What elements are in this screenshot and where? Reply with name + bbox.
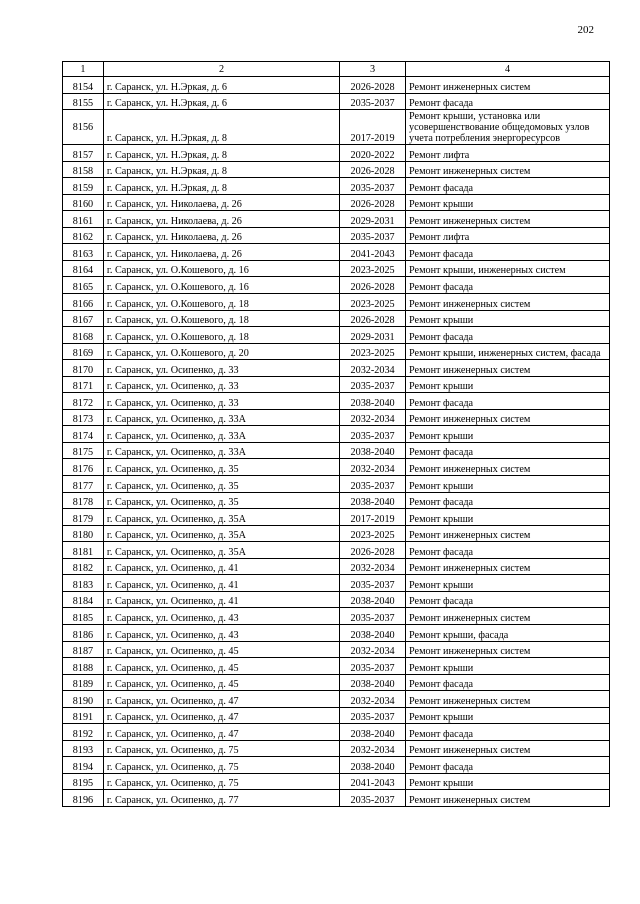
cell-period: 2023-2025 <box>340 343 406 360</box>
table-row <box>63 426 610 443</box>
cell-work: Ремонт крыши <box>406 575 610 592</box>
cell-period: 2032-2034 <box>340 740 406 757</box>
cell-number: 8178 <box>63 492 104 509</box>
table-row <box>63 277 610 294</box>
cell-period: 2035-2037 <box>340 476 406 493</box>
cell-work: Ремонт инженерных систем <box>406 409 610 426</box>
header-cell-4: 4 <box>406 62 610 77</box>
cell-work: Ремонт крыши, инженерных систем, фасада <box>406 343 610 360</box>
cell-period: 2017-2019 <box>340 110 406 145</box>
cell-work: Ремонт крыши <box>406 658 610 675</box>
table-row <box>63 110 610 145</box>
cell-address: г. Саранск, ул. Осипенко, д. 33 <box>103 360 339 377</box>
cell-number: 8171 <box>63 376 104 393</box>
cell-period: 2026-2028 <box>340 77 406 94</box>
cell-work: Ремонт лифта <box>406 145 610 162</box>
cell-number: 8192 <box>63 724 104 741</box>
cell-work: Ремонт крыши <box>406 426 610 443</box>
cell-number: 8193 <box>63 740 104 757</box>
cell-number: 8166 <box>63 294 104 311</box>
cell-work: Ремонт фасада <box>406 542 610 559</box>
cell-period: 2032-2034 <box>340 459 406 476</box>
cell-address: г. Саранск, ул. Осипенко, д. 35А <box>103 525 339 542</box>
table-row <box>63 724 610 741</box>
cell-number: 8168 <box>63 327 104 344</box>
cell-address: г. Саранск, ул. Осипенко, д. 35А <box>103 509 339 526</box>
cell-address: г. Саранск, ул. Н.Эркая, д. 8 <box>103 161 339 178</box>
cell-address: г. Саранск, ул. Н.Эркая, д. 6 <box>103 93 339 110</box>
cell-address: г. Саранск, ул. Осипенко, д. 77 <box>103 790 339 807</box>
cell-period: 2038-2040 <box>340 591 406 608</box>
cell-address: г. Саранск, ул. Осипенко, д. 33 <box>103 376 339 393</box>
cell-work: Ремонт фасада <box>406 724 610 741</box>
cell-work: Ремонт крыши <box>406 707 610 724</box>
table-row <box>63 260 610 277</box>
cell-address: г. Саранск, ул. О.Кошевого, д. 20 <box>103 343 339 360</box>
cell-number: 8160 <box>63 194 104 211</box>
cell-address: г. Саранск, ул. Осипенко, д. 33А <box>103 426 339 443</box>
table-row <box>63 658 610 675</box>
cell-number: 8186 <box>63 624 104 641</box>
cell-address: г. Саранск, ул. Осипенко, д. 35 <box>103 476 339 493</box>
table-row <box>63 145 610 162</box>
table-row <box>63 542 610 559</box>
cell-number: 8158 <box>63 161 104 178</box>
header-cell-3: 3 <box>340 62 406 77</box>
cell-number: 8188 <box>63 658 104 675</box>
cell-period: 2035-2037 <box>340 178 406 195</box>
cell-period: 2035-2037 <box>340 790 406 807</box>
cell-address: г. Саранск, ул. Осипенко, д. 41 <box>103 558 339 575</box>
cell-work: Ремонт фасада <box>406 244 610 261</box>
cell-number: 8181 <box>63 542 104 559</box>
cell-work: Ремонт фасада <box>406 492 610 509</box>
table-row <box>63 161 610 178</box>
cell-number: 8191 <box>63 707 104 724</box>
cell-period: 2038-2040 <box>340 393 406 410</box>
cell-period: 2038-2040 <box>340 757 406 774</box>
cell-number: 8180 <box>63 525 104 542</box>
table-row <box>63 558 610 575</box>
cell-period: 2023-2025 <box>340 294 406 311</box>
cell-address: г. Саранск, ул. Осипенко, д. 45 <box>103 658 339 675</box>
cell-work: Ремонт инженерных систем <box>406 294 610 311</box>
table-row <box>63 509 610 526</box>
table-row <box>63 194 610 211</box>
cell-address: г. Саранск, ул. Осипенко, д. 75 <box>103 740 339 757</box>
cell-period: 2026-2028 <box>340 161 406 178</box>
cell-number: 8155 <box>63 93 104 110</box>
cell-work: Ремонт инженерных систем <box>406 641 610 658</box>
cell-address: г. Саранск, ул. Николаева, д. 26 <box>103 211 339 228</box>
cell-address: г. Саранск, ул. Осипенко, д. 43 <box>103 608 339 625</box>
cell-number: 8176 <box>63 459 104 476</box>
cell-period: 2032-2034 <box>340 558 406 575</box>
cell-work: Ремонт лифта <box>406 227 610 244</box>
cell-number: 8163 <box>63 244 104 261</box>
cell-address: г. Саранск, ул. О.Кошевого, д. 18 <box>103 327 339 344</box>
cell-work: Ремонт фасада <box>406 757 610 774</box>
table-row <box>63 211 610 228</box>
cell-address: г. Саранск, ул. Н.Эркая, д. 6 <box>103 77 339 94</box>
cell-number: 8172 <box>63 393 104 410</box>
cell-work: Ремонт инженерных систем <box>406 161 610 178</box>
cell-work: Ремонт крыши, фасада <box>406 624 610 641</box>
cell-address: г. Саранск, ул. Осипенко, д. 47 <box>103 691 339 708</box>
cell-work: Ремонт инженерных систем <box>406 77 610 94</box>
cell-address: г. Саранск, ул. О.Кошевого, д. 16 <box>103 277 339 294</box>
table-row <box>63 691 610 708</box>
table-row <box>63 674 610 691</box>
cell-number: 8195 <box>63 773 104 790</box>
cell-address: г. Саранск, ул. Николаева, д. 26 <box>103 194 339 211</box>
cell-work: Ремонт крыши <box>406 773 610 790</box>
table-row <box>63 707 610 724</box>
cell-period: 2032-2034 <box>340 641 406 658</box>
cell-number: 8161 <box>63 211 104 228</box>
cell-period: 2032-2034 <box>340 691 406 708</box>
table-row <box>63 575 610 592</box>
cell-period: 2035-2037 <box>340 227 406 244</box>
table-row <box>63 327 610 344</box>
cell-period: 2041-2043 <box>340 773 406 790</box>
cell-period: 2023-2025 <box>340 260 406 277</box>
cell-work: Ремонт инженерных систем <box>406 691 610 708</box>
table-row <box>63 310 610 327</box>
cell-address: г. Саранск, ул. Осипенко, д. 45 <box>103 674 339 691</box>
cell-period: 2032-2034 <box>340 360 406 377</box>
cell-work: Ремонт крыши <box>406 476 610 493</box>
cell-period: 2035-2037 <box>340 426 406 443</box>
cell-work: Ремонт инженерных систем <box>406 211 610 228</box>
cell-address: г. Саранск, ул. Николаева, д. 26 <box>103 227 339 244</box>
cell-period: 2026-2028 <box>340 542 406 559</box>
cell-work: Ремонт фасада <box>406 327 610 344</box>
table-row <box>63 227 610 244</box>
repair-schedule-table <box>62 61 610 807</box>
cell-address: г. Саранск, ул. О.Кошевого, д. 18 <box>103 294 339 311</box>
cell-number: 8179 <box>63 509 104 526</box>
cell-address: г. Саранск, ул. Осипенко, д. 75 <box>103 773 339 790</box>
cell-period: 2029-2031 <box>340 211 406 228</box>
cell-number: 8194 <box>63 757 104 774</box>
cell-period: 2020-2022 <box>340 145 406 162</box>
cell-number: 8162 <box>63 227 104 244</box>
cell-address: г. Саранск, ул. Осипенко, д. 47 <box>103 724 339 741</box>
cell-period: 2026-2028 <box>340 310 406 327</box>
page-number: 202 <box>577 24 594 36</box>
cell-work: Ремонт инженерных систем <box>406 790 610 807</box>
cell-work: Ремонт инженерных систем <box>406 558 610 575</box>
table-row <box>63 343 610 360</box>
table-row <box>63 376 610 393</box>
cell-work: Ремонт инженерных систем <box>406 740 610 757</box>
cell-work: Ремонт крыши <box>406 509 610 526</box>
cell-period: 2032-2034 <box>340 409 406 426</box>
cell-number: 8175 <box>63 442 104 459</box>
table-row <box>63 790 610 807</box>
table-row <box>63 591 610 608</box>
cell-period: 2026-2028 <box>340 277 406 294</box>
cell-number: 8169 <box>63 343 104 360</box>
cell-number: 8177 <box>63 476 104 493</box>
cell-number: 8159 <box>63 178 104 195</box>
table-row <box>63 773 610 790</box>
cell-period: 2038-2040 <box>340 724 406 741</box>
table-row <box>63 442 610 459</box>
cell-period: 2035-2037 <box>340 575 406 592</box>
cell-work: Ремонт фасада <box>406 93 610 110</box>
table-row <box>63 77 610 94</box>
cell-address: г. Саранск, ул. Н.Эркая, д. 8 <box>103 145 339 162</box>
cell-period: 2035-2037 <box>340 658 406 675</box>
table-row <box>63 459 610 476</box>
cell-period: 2038-2040 <box>340 624 406 641</box>
cell-address: г. Саранск, ул. Осипенко, д. 41 <box>103 591 339 608</box>
cell-number: 8183 <box>63 575 104 592</box>
cell-period: 2038-2040 <box>340 442 406 459</box>
cell-address: г. Саранск, ул. Осипенко, д. 75 <box>103 757 339 774</box>
cell-period: 2026-2028 <box>340 194 406 211</box>
table-row <box>63 525 610 542</box>
cell-number: 8190 <box>63 691 104 708</box>
cell-number: 8170 <box>63 360 104 377</box>
cell-work: Ремонт инженерных систем <box>406 525 610 542</box>
header-row <box>63 62 610 77</box>
table-row <box>63 409 610 426</box>
cell-work: Ремонт фасада <box>406 442 610 459</box>
cell-period: 2035-2037 <box>340 707 406 724</box>
table-row <box>63 360 610 377</box>
cell-number: 8156 <box>63 110 104 145</box>
cell-work: Ремонт крыши, установка или усовершенствование общедомовых узлов учета потребления энергоресурсов <box>406 110 610 145</box>
cell-work: Ремонт крыши <box>406 376 610 393</box>
table-row <box>63 294 610 311</box>
table-row <box>63 740 610 757</box>
table-row <box>63 624 610 641</box>
cell-address: г. Саранск, ул. Осипенко, д. 33 <box>103 393 339 410</box>
cell-period: 2029-2031 <box>340 327 406 344</box>
cell-number: 8164 <box>63 260 104 277</box>
cell-address: г. Саранск, ул. Николаева, д. 26 <box>103 244 339 261</box>
cell-address: г. Саранск, ул. Осипенко, д. 35 <box>103 492 339 509</box>
cell-work: Ремонт фасада <box>406 277 610 294</box>
cell-work: Ремонт фасада <box>406 591 610 608</box>
cell-number: 8167 <box>63 310 104 327</box>
cell-work: Ремонт фасада <box>406 674 610 691</box>
cell-work: Ремонт крыши, инженерных систем <box>406 260 610 277</box>
cell-number: 8154 <box>63 77 104 94</box>
table-row <box>63 608 610 625</box>
cell-period: 2035-2037 <box>340 608 406 625</box>
cell-number: 8173 <box>63 409 104 426</box>
cell-work: Ремонт фасада <box>406 178 610 195</box>
table-row <box>63 244 610 261</box>
cell-number: 8174 <box>63 426 104 443</box>
table-row <box>63 757 610 774</box>
cell-period: 2035-2037 <box>340 376 406 393</box>
cell-address: г. Саранск, ул. Осипенко, д. 41 <box>103 575 339 592</box>
cell-address: г. Саранск, ул. О.Кошевого, д. 16 <box>103 260 339 277</box>
cell-work: Ремонт крыши <box>406 310 610 327</box>
cell-period: 2041-2043 <box>340 244 406 261</box>
cell-number: 8187 <box>63 641 104 658</box>
cell-address: г. Саранск, ул. О.Кошевого, д. 18 <box>103 310 339 327</box>
cell-address: г. Саранск, ул. Осипенко, д. 47 <box>103 707 339 724</box>
cell-number: 8165 <box>63 277 104 294</box>
cell-period: 2038-2040 <box>340 674 406 691</box>
cell-address: г. Саранск, ул. Осипенко, д. 35А <box>103 542 339 559</box>
cell-period: 2023-2025 <box>340 525 406 542</box>
cell-number: 8182 <box>63 558 104 575</box>
cell-address: г. Саранск, ул. Осипенко, д. 33А <box>103 442 339 459</box>
cell-period: 2017-2019 <box>340 509 406 526</box>
table-row <box>63 476 610 493</box>
table-row <box>63 492 610 509</box>
cell-address: г. Саранск, ул. Осипенко, д. 33А <box>103 409 339 426</box>
cell-address: г. Саранск, ул. Осипенко, д. 35 <box>103 459 339 476</box>
cell-number: 8184 <box>63 591 104 608</box>
cell-number: 8189 <box>63 674 104 691</box>
table-body <box>63 62 610 807</box>
cell-period: 2035-2037 <box>340 93 406 110</box>
cell-address: г. Саранск, ул. Н.Эркая, д. 8 <box>103 178 339 195</box>
table-row <box>63 178 610 195</box>
table-row <box>63 393 610 410</box>
header-cell-2: 2 <box>103 62 339 77</box>
cell-work: Ремонт инженерных систем <box>406 459 610 476</box>
cell-work: Ремонт инженерных систем <box>406 608 610 625</box>
cell-address: г. Саранск, ул. Н.Эркая, д. 8 <box>103 110 339 145</box>
table-row <box>63 93 610 110</box>
header-cell-1: 1 <box>63 62 104 77</box>
cell-work: Ремонт крыши <box>406 194 610 211</box>
cell-work: Ремонт инженерных систем <box>406 360 610 377</box>
table-row <box>63 641 610 658</box>
cell-number: 8196 <box>63 790 104 807</box>
cell-work: Ремонт фасада <box>406 393 610 410</box>
cell-address: г. Саранск, ул. Осипенко, д. 43 <box>103 624 339 641</box>
cell-period: 2038-2040 <box>340 492 406 509</box>
cell-number: 8157 <box>63 145 104 162</box>
cell-number: 8185 <box>63 608 104 625</box>
cell-address: г. Саранск, ул. Осипенко, д. 45 <box>103 641 339 658</box>
